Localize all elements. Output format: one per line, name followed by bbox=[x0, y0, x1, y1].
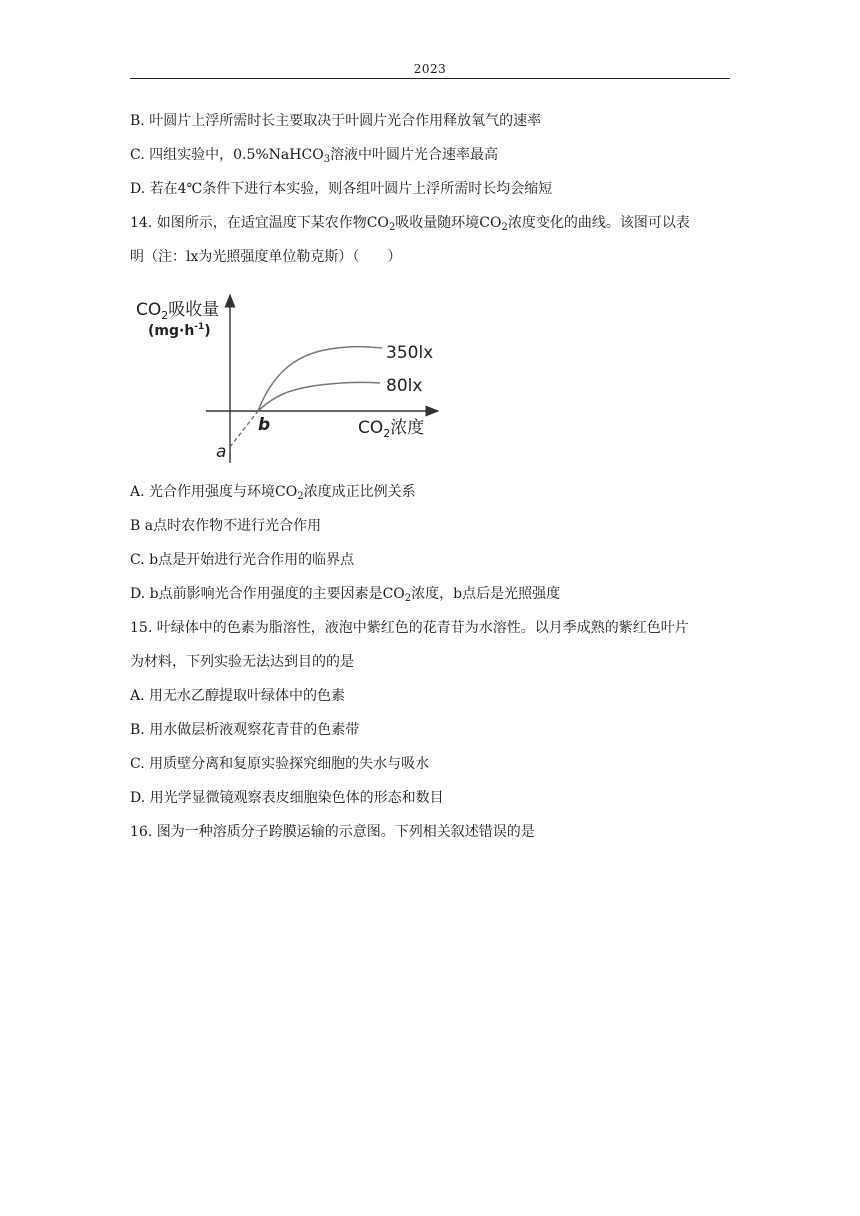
y-axis-unit: $(mg\cdot h^{-1})$ bbox=[148, 322, 211, 339]
q15-stem-line1: 15. 叶绿体中的色素为脂溶性，液泡中紫红色的花青苷为水溶性。以月季成熟的紫红色叶片 bbox=[130, 620, 689, 636]
y-axis-label: $CO_2$吸收量 bbox=[136, 300, 220, 322]
q15-option-a: A. 用无水乙醇提取叶绿体中的色素 bbox=[130, 688, 346, 704]
q13-option-b: B. 叶圆片上浮所需时长主要取决于叶圆片光合作用释放氧气的速率 bbox=[130, 113, 542, 129]
q13-option-d: D. 若在4℃条件下进行本实验，则各组叶圆片上浮所需时长均会缩短 bbox=[130, 181, 553, 197]
co2-absorption-figure bbox=[130, 285, 450, 474]
header-rule bbox=[130, 78, 730, 79]
q14-option-d-text-end: 浓度，b点后是光照强度 bbox=[411, 586, 561, 602]
q13-option-c bbox=[130, 145, 498, 170]
q15-option-c: C. 用质壁分离和复原实验探究细胞的失水与吸水 bbox=[130, 756, 430, 772]
subscript: 2 bbox=[388, 222, 396, 233]
q14-stem-line1 bbox=[130, 213, 690, 238]
subscript: 2 bbox=[297, 491, 304, 502]
q14-stem-text: 吸收量随环境CO bbox=[395, 215, 502, 231]
q14-option-a-text: A. 光合作用强度与环境CO bbox=[130, 484, 298, 500]
q13-option-c-text-end: 溶液中叶圆片光合速率最高 bbox=[330, 147, 499, 163]
subscript: 2 bbox=[501, 222, 508, 233]
q15-option-d: D. 用光学显微镜观察表皮细胞染色体的形态和数目 bbox=[130, 790, 444, 806]
point-a-label: a bbox=[216, 442, 227, 462]
co2-curve-diagram bbox=[130, 285, 450, 470]
q16-stem: 16. 图为一种溶质分子跨膜运输的示意图。下列相关叙述错误的是 bbox=[130, 824, 535, 840]
curve-80lx bbox=[258, 382, 380, 411]
curve-80lx-label: 80lx bbox=[386, 376, 423, 396]
q14-stem-line2: 明（注：lx为光照强度单位勒克斯）（ ） bbox=[130, 249, 402, 265]
dashed-extension-line bbox=[230, 411, 258, 447]
q14-stem-text: 14. 如图所示，在适宜温度下某农作物CO bbox=[130, 215, 389, 231]
q14-option-b: B a点时农作物不进行光合作用 bbox=[130, 518, 322, 534]
page-header-year: 2023 bbox=[413, 62, 447, 76]
q14-option-a-text-end: 浓度成正比例关系 bbox=[303, 484, 416, 500]
q15-stem-line2: 为材料，下列实验无法达到目的的是 bbox=[130, 654, 354, 670]
q14-option-a bbox=[130, 482, 416, 507]
point-b-label: b bbox=[258, 415, 271, 435]
x-axis-label: $CO_2$浓度 bbox=[358, 418, 425, 440]
q15-option-b: B. 用水做层析液观察花青苷的色素带 bbox=[130, 722, 360, 738]
q13-option-c-text: C. 四组实验中，0.5%NaHCO bbox=[130, 147, 324, 163]
q14-option-d bbox=[130, 584, 560, 609]
curve-350lx-label: 350lx bbox=[386, 343, 434, 363]
curve-350lx bbox=[258, 347, 382, 411]
subscript: 2 bbox=[404, 593, 412, 604]
subscript: 3 bbox=[323, 154, 331, 165]
q14-stem-text: 浓度变化的曲线。该图可以表 bbox=[507, 215, 690, 231]
q14-option-d-text: D. b点前影响光合作用强度的主要因素是CO bbox=[130, 586, 405, 602]
q14-option-c: C. b点是开始进行光合作用的临界点 bbox=[130, 552, 355, 568]
